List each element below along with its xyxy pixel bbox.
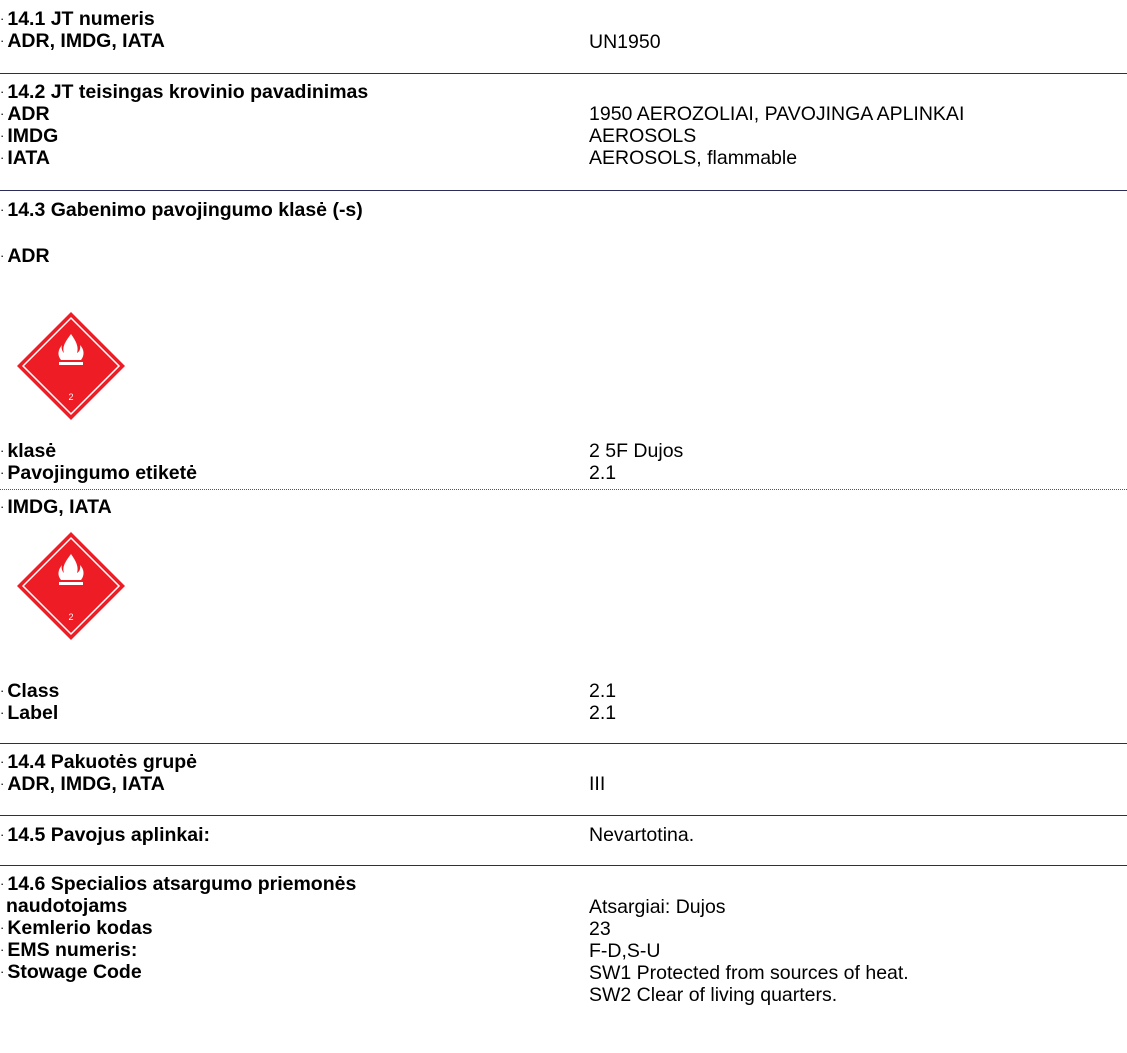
hazard-label-label: · Pavojingumo etiketė: [0, 462, 197, 486]
iata-label: · IATA: [0, 147, 50, 171]
section-14-6-heading: · 14.6 Specialios atsargumo priemonės: [0, 873, 356, 897]
adr-class-heading: · ADR: [0, 245, 50, 269]
divider: [0, 865, 1127, 866]
special-precautions-value: Atsargiai: Dujos: [589, 896, 726, 918]
divider: [0, 815, 1127, 816]
label-value: 2.1: [589, 702, 617, 724]
kemler-code-label: · Kemlerio kodas: [0, 917, 153, 941]
divider: [0, 73, 1127, 74]
class-value: 2.1: [589, 680, 617, 702]
adr-value: 1950 AEROZOLIAI, PAVOJINGA APLINKAI: [589, 103, 965, 125]
section-14-2-heading: · 14.2 JT teisingas krovinio pavadinimas: [0, 81, 368, 105]
adr-class-value: 2 5F Dujos: [589, 440, 684, 462]
un-number-label: · ADR, IMDG, IATA: [0, 30, 165, 54]
imdg-iata-class-heading: · IMDG, IATA: [0, 496, 112, 520]
section-14-4-heading: · 14.4 Pakuotės grupė: [0, 751, 197, 775]
stowage-code-label: · Stowage Code: [0, 961, 142, 985]
divider: [0, 489, 1127, 490]
packing-group-value: III: [589, 773, 606, 795]
adr-class-label: · klasė: [0, 440, 56, 464]
placard-class-number: 2: [68, 392, 74, 402]
kemler-code-value: 23: [589, 918, 611, 940]
adr-label: · ADR: [0, 103, 50, 127]
environmental-hazard-value: Nevartotina.: [589, 824, 695, 846]
stowage-code-value-line2: SW2 Clear of living quarters.: [589, 984, 838, 1006]
ems-number-label: · EMS numeris:: [0, 939, 137, 963]
ems-number-value: F-D,S-U: [589, 940, 661, 962]
flammable-gas-placard-icon: [15, 310, 127, 422]
section-14-6-heading-cont: naudotojams: [6, 895, 128, 917]
section-14-3-heading: · 14.3 Gabenimo pavojingumo klasė (-s): [0, 199, 363, 223]
iata-value: AEROSOLS, flammable: [589, 147, 798, 169]
section-14-1-heading: · 14.1 JT numeris: [0, 8, 155, 32]
label-label: · Label: [0, 702, 58, 726]
stowage-code-value: SW1 Protected from sources of heat.: [589, 962, 909, 984]
divider: [0, 743, 1127, 744]
imdg-label: · IMDG: [0, 125, 58, 149]
imdg-value: AEROSOLS: [589, 125, 697, 147]
un-number-value: UN1950: [589, 31, 661, 53]
packing-group-label: · ADR, IMDG, IATA: [0, 773, 165, 797]
flammable-gas-placard-icon: [15, 530, 127, 642]
hazard-label-value: 2.1: [589, 462, 617, 484]
class-label: · Class: [0, 680, 59, 704]
placard-class-number: 2: [68, 612, 74, 622]
section-14-5-heading: · 14.5 Pavojus aplinkai:: [0, 824, 210, 848]
divider: [0, 190, 1127, 191]
